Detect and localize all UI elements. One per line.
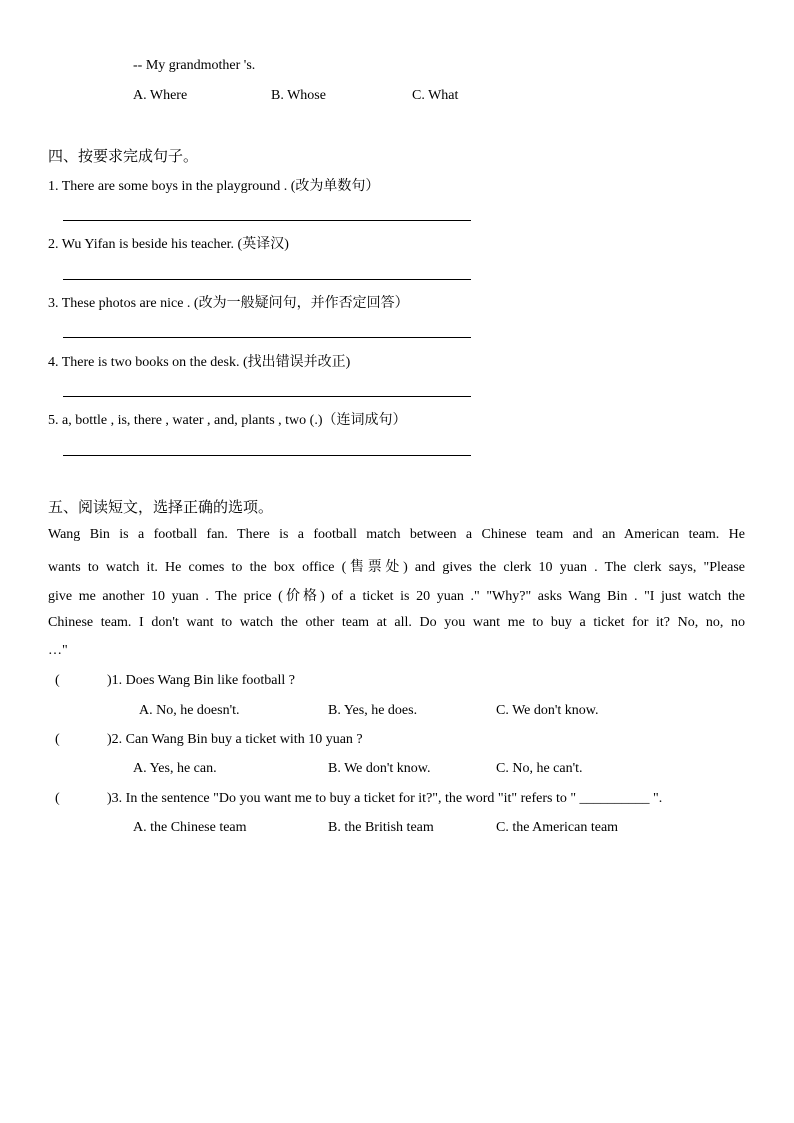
q1-option-c: C. We don't know. <box>496 703 599 718</box>
passage-line-3: give me another 10 yuan . The price (价格) of a ticket is 20 yuan ." "Why?" asks Wang Bin . "I just watch the <box>48 589 745 604</box>
answer-line-1[interactable] <box>63 220 471 221</box>
section4-item-4: 4. There is two books on the desk. (找出错误并改正) <box>48 355 351 370</box>
prev-option-b: B. Whose <box>271 88 326 103</box>
section4-item-1: 1. There are some boys in the playground . (改为单数句） <box>48 179 380 194</box>
q3-option-a: A. the Chinese team <box>133 820 247 835</box>
section4-item-3: 3. These photos are nice . (改为一般疑问句，并作否定回答） <box>48 296 409 311</box>
q1-option-a: A. No, he doesn't. <box>139 703 240 718</box>
answer-line-5[interactable] <box>63 455 471 456</box>
q3-answer-paren[interactable]: ( <box>55 791 60 806</box>
q3-stem: )3. In the sentence "Do you want me to buy a ticket for it?", the word "it" refers to " __________ ". <box>107 791 663 806</box>
q2-option-a: A. Yes, he can. <box>133 761 217 776</box>
section4-heading: 四、按要求完成句子。 <box>48 149 199 165</box>
q2-option-b: B. We don't know. <box>328 761 431 776</box>
q2-answer-paren[interactable]: ( <box>55 732 60 747</box>
q1-stem: )1. Does Wang Bin like football ? <box>107 673 295 688</box>
q3-option-b: B. the British team <box>328 820 434 835</box>
passage-line-4: Chinese team. I don't want to watch the other team at all. Do you want me to buy a ticket for it? No, no, no <box>48 615 745 630</box>
q1-answer-paren[interactable]: ( <box>55 673 60 688</box>
q2-option-c: C. No, he can't. <box>496 761 583 776</box>
section5-heading: 五、阅读短文，选择正确的选项。 <box>48 500 274 516</box>
prev-option-a: A. Where <box>133 88 188 103</box>
section4-item-5: 5. a, bottle , is, there , water , and, plants , two (.)（连词成句） <box>48 413 407 428</box>
passage-line-1: Wang Bin is a football fan. There is a football match between a Chinese team and an American team. He <box>48 527 745 542</box>
q3-option-c: C. the American team <box>496 820 619 835</box>
passage-line-2: wants to watch it. He comes to the box office (售票处) and gives the clerk 10 yuan . The clerk says, "Please <box>48 560 745 575</box>
q2-stem: )2. Can Wang Bin buy a ticket with 10 yuan ? <box>107 732 363 747</box>
prev-answer-line: -- My grandmother 's. <box>133 58 256 73</box>
section4-item-2: 2. Wu Yifan is beside his teacher. (英译汉) <box>48 237 289 252</box>
passage-line-5: …" <box>48 643 68 658</box>
answer-line-2[interactable] <box>63 279 471 280</box>
prev-option-c: C. What <box>412 88 459 103</box>
q1-option-b: B. Yes, he does. <box>328 703 418 718</box>
answer-line-3[interactable] <box>63 337 471 338</box>
answer-line-4[interactable] <box>63 396 471 397</box>
